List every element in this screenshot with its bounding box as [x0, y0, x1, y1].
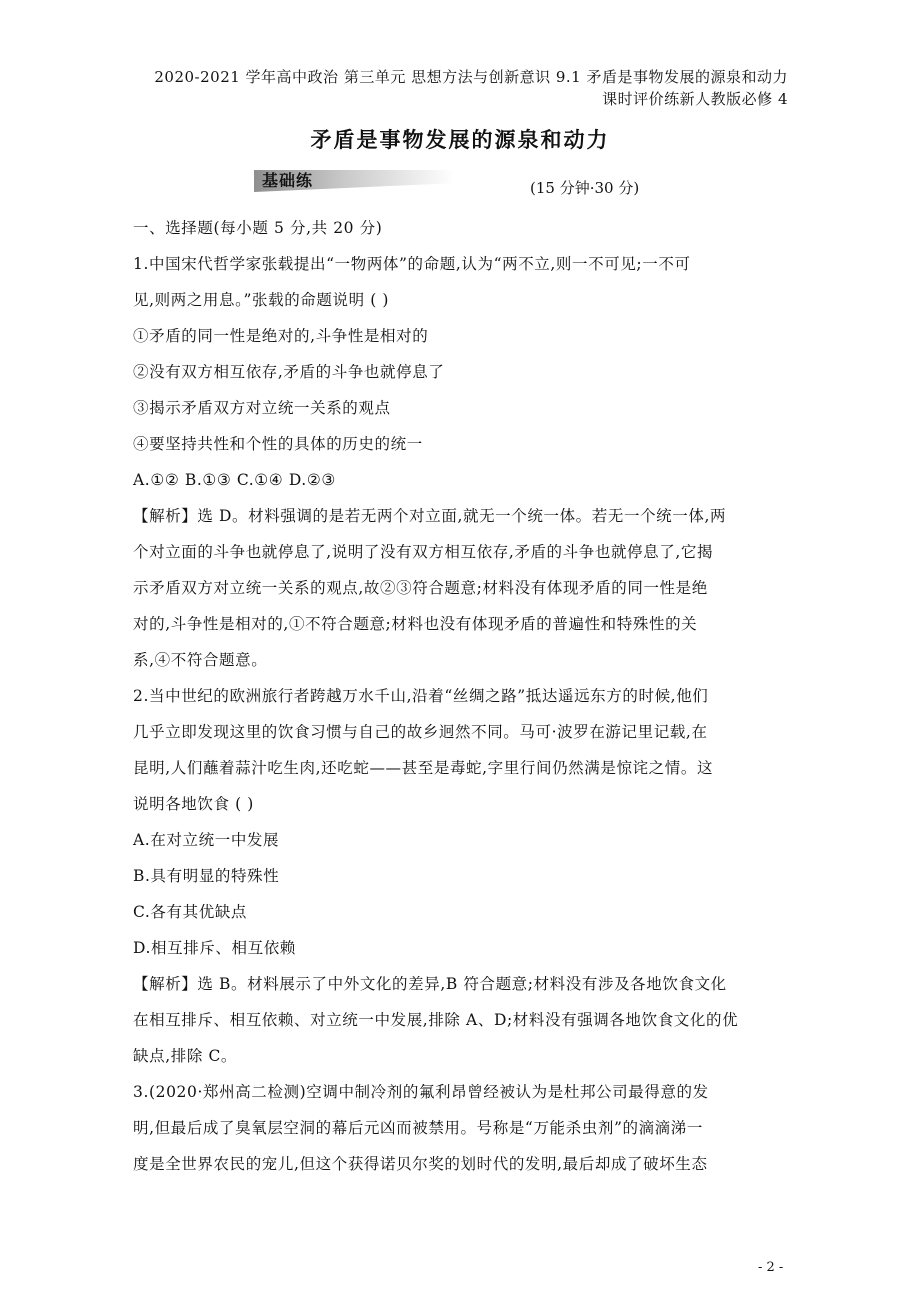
question-1-analysis-cont: 示矛盾双方对立统一关系的观点,故②③符合题意;材料没有体现矛盾的同一性是绝	[133, 579, 708, 597]
question-1-options: A.①② B.①③ C.①④ D.②③	[133, 471, 336, 489]
question-2-analysis-cont: 缺点,排除 C。	[133, 1047, 238, 1065]
question-2-stem-cont: 昆明,人们蘸着蒜汁吃生肉,还吃蛇——甚至是毒蛇,字里行间仍然满是惊诧之情。这	[133, 759, 714, 777]
question-2-stem-cont: 说明各地饮食 ( )	[133, 795, 254, 813]
question-1-statement-3: ③揭示矛盾双方对立统一关系的观点	[133, 399, 391, 417]
question-1-analysis-cont: 个对立面的斗争也就停息了,说明了没有双方相互依存,矛盾的斗争也就停息了,它揭	[133, 543, 714, 561]
question-2-stem: 2.当中世纪的欧洲旅行者跨越万水千山,沿着“丝绸之路”抵达遥远东方的时候,他们	[133, 687, 709, 705]
document-header-line-2: 课时评价练新人教版必修 4	[602, 90, 788, 108]
question-2-analysis-cont: 在相互排斥、相互依赖、对立统一中发展,排除 A、D;材料没有强调各地饮食文化的优	[133, 1011, 739, 1029]
question-3-stem-cont: 度是全世界农民的宠儿,但这个获得诺贝尔奖的划时代的发明,最后却成了破坏生态	[133, 1155, 708, 1173]
question-1-statement-2: ②没有双方相互依存,矛盾的斗争也就停息了	[133, 363, 445, 381]
question-1-analysis: 【解析】选 D。材料强调的是若无两个对立面,就无一个统一体。若无一个统一体,两	[133, 507, 727, 525]
question-2-option-a: A.在对立统一中发展	[133, 831, 280, 849]
question-3-stem-cont: 明,但最后成了臭氧层空洞的幕后元凶而被禁用。号称是“万能杀虫剂”的滴滴涕一	[133, 1119, 703, 1137]
question-1-statement-4: ④要坚持共性和个性的具体的历史的统一	[133, 435, 423, 453]
question-1-analysis-cont: 对的,斗争性是相对的,①不符合题意;材料也没有体现矛盾的普遍性和特殊性的关	[133, 615, 698, 633]
document-header-line-1: 2020-2021 学年高中政治 第三单元 思想方法与创新意识 9.1 矛盾是事物发展的源泉和动力	[154, 68, 788, 86]
question-2-option-b: B.具有明显的特殊性	[133, 867, 280, 885]
question-2-analysis: 【解析】选 B。材料展示了中外文化的差异,B 符合题意;材料没有涉及各地饮食文化	[133, 975, 727, 993]
question-1-stem-cont: 见,则两之用息。”张载的命题说明 ( )	[133, 291, 390, 309]
section-badge-label: 基础练	[262, 171, 314, 190]
question-1-statement-1: ①矛盾的同一性是绝对的,斗争性是相对的	[133, 327, 429, 345]
section-heading: 一、选择题(每小题 5 分,共 20 分)	[133, 219, 383, 237]
question-3-stem: 3.(2020·郑州高二检测)空调中制冷剂的氟利昂曾经被认为是杜邦公司最得意的发	[133, 1083, 709, 1101]
question-2-option-c: C.各有其优缺点	[133, 903, 248, 921]
question-2-stem-cont: 几乎立即发现这里的饮食习惯与自己的故乡迥然不同。马可·波罗在游记里记载,在	[133, 723, 708, 741]
question-1-analysis-cont: 系,④不符合题意。	[133, 651, 268, 669]
question-2-option-d: D.相互排斥、相互依赖	[133, 939, 296, 957]
page-title: 矛盾是事物发展的源泉和动力	[310, 127, 610, 152]
page-number: - 2 -	[758, 1260, 784, 1275]
time-score-note: (15 分钟·30 分)	[530, 179, 640, 197]
question-1-stem: 1.中国宋代哲学家张载提出“一物两体”的命题,认为“两不立,则一不可见;一不可	[133, 255, 691, 273]
